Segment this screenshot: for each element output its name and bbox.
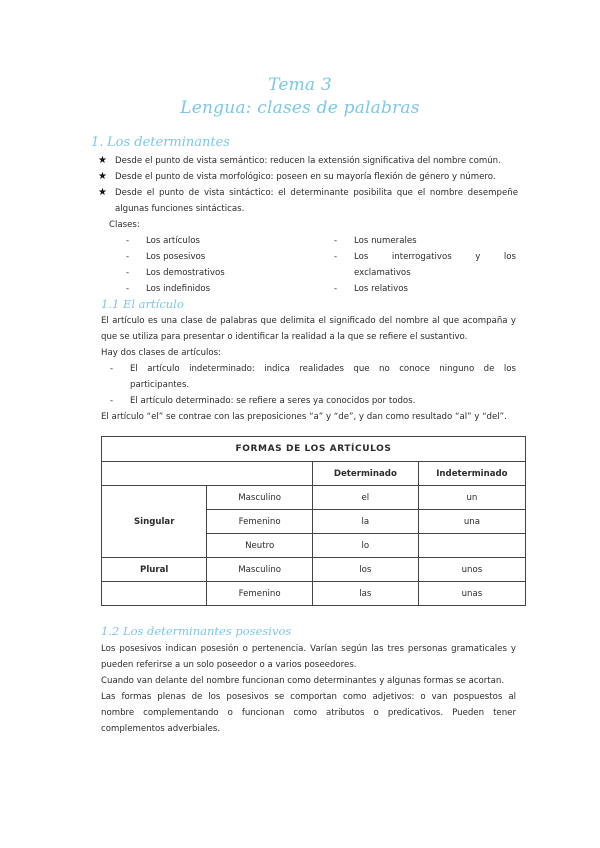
row-label-plural: Plural xyxy=(102,558,207,582)
contraction-note: El artículo “el” se contrae con las preposiciones “a” y “de”, y dan como resultado “al” y “del”. xyxy=(101,412,507,422)
clases-label: Clases: xyxy=(109,220,140,230)
table-row: Femenino la una xyxy=(102,510,526,534)
section-number: 1. xyxy=(91,135,104,150)
clases-list-right xyxy=(334,233,516,297)
list-item: - Los demostrativos xyxy=(126,268,225,278)
table-row: Neutro lo xyxy=(102,534,526,558)
page-subtitle: Lengua: clases de palabras xyxy=(180,98,420,118)
bullet-text-line: algunas funciones sintácticas. xyxy=(115,204,245,214)
list-item: - Los relativos xyxy=(334,284,408,294)
bullet-item xyxy=(98,153,518,169)
list-item: - El artículo determinado: se refiere a seres ya conocidos por todos. xyxy=(110,396,416,406)
posesivos-paragraph: Los posesivos indican posesión o pertenencia. Varían según las tres personas gramaticales y pueden referirse a un solo poseedor o a varios poseedores. Cuando van delante del nombre funcionan como determinantes y algunas formas se acortan. Las formas plenas de los posesivos se comportan como adjetivos: o van pospuestos al nombre complementando o funcionan como atributos o predicativos. Pueden tener complementos adverbiales. xyxy=(101,644,516,734)
section-heading xyxy=(91,135,230,150)
bullet-item xyxy=(98,185,518,217)
table-row: Femenino las unas xyxy=(102,582,526,606)
table-title: FORMAS DE LOS ARTÍCULOS xyxy=(102,437,526,462)
articles-table xyxy=(101,436,526,606)
subsection-heading: 1.2 Los determinantes posesivos xyxy=(101,624,292,638)
list-item: - Los artículos xyxy=(126,236,200,246)
list-item: - Los posesivos xyxy=(126,252,206,262)
section-title: Los determinantes xyxy=(107,135,230,150)
row-label-singular: Singular xyxy=(102,486,207,558)
list-item: - Los indefinidos xyxy=(126,284,211,294)
table-row: Singular Masculino el un xyxy=(102,486,526,510)
table-empty-cell xyxy=(102,462,313,486)
bullet-text-line: Desde el punto de vista sintáctico: el determinante posibilita que el nombre desempeñe xyxy=(115,188,518,198)
column-header-indeterminado: Indeterminado xyxy=(418,462,525,486)
bullet-text: Desde el punto de vista semántico: reducen la extensión significativa del nombre común. xyxy=(115,156,501,166)
subsection-heading: 1.1 El artículo xyxy=(101,297,184,311)
list-item: - Los interrogativos y los exclamativos xyxy=(334,252,516,278)
articulo-types-list xyxy=(110,361,516,409)
bullet-text: Desde el punto de vista morfológico: poseen en su mayoría flexión de género y número. xyxy=(115,172,496,182)
column-header-determinado: Determinado xyxy=(312,462,418,486)
star-icon: ★ xyxy=(98,171,107,182)
bullet-item xyxy=(98,169,518,185)
table-row: Plural Masculino los unos xyxy=(102,558,526,582)
star-icon: ★ xyxy=(98,187,107,198)
list-item: - El artículo indeterminado: indica realidades que no conoce ninguno de los participantes. xyxy=(110,364,516,390)
list-item: - Los numerales xyxy=(334,236,417,246)
clases-list-left xyxy=(126,233,316,297)
star-icon: ★ xyxy=(98,155,107,166)
page-title: Tema 3 xyxy=(268,75,332,95)
articulo-paragraph: El artículo es una clase de palabras que delimita el significado del nombre al que acompaña y que se utiliza para presentar o identificar la realidad a la que se refiere el sustantivo. Hay dos clases de artículos: xyxy=(101,316,516,358)
